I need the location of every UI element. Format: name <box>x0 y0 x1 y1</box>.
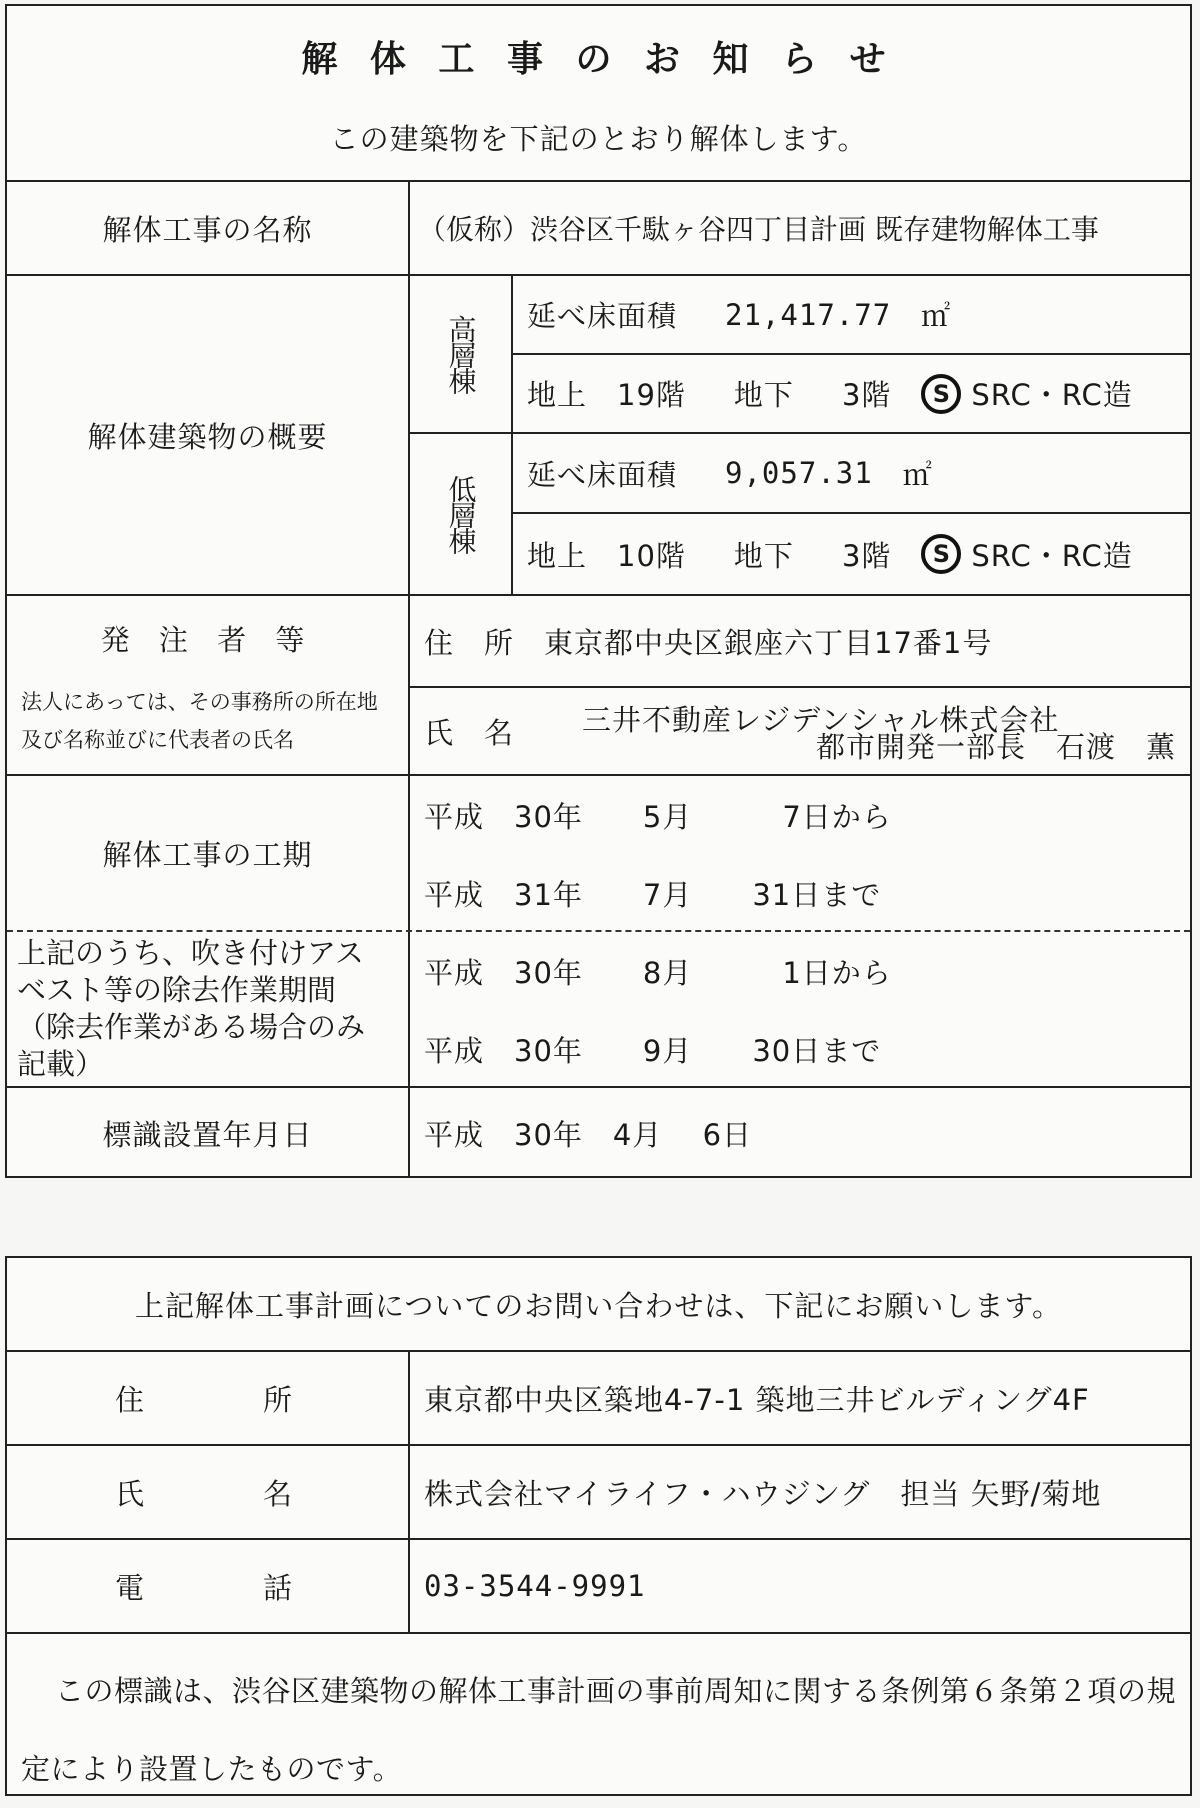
asbestos-removal-label: 上記のうち、吹き付けアスベスト等の除去作業期間（除去作業がある場合のみ記載） <box>17 936 366 1081</box>
contact-name: 株式会社マイライフ・ハウジング 担当 矢野/菊地 <box>424 1476 1102 1511</box>
demolition-notice-table <box>5 4 1192 1178</box>
construction-period-to: 平成 31年 7月 31日まで <box>424 877 882 912</box>
client-name-label: 氏 名 <box>424 715 515 750</box>
construction-period-row <box>7 776 1190 932</box>
asbestos-removal-row <box>7 932 1190 1088</box>
high-rise-above-value: 19階 <box>617 378 686 412</box>
high-rise-structure: SRC・RC造 <box>971 378 1133 412</box>
asbestos-removal-to: 平成 30年 9月 30日まで <box>424 1033 882 1068</box>
project-name-value: （仮称）渋谷区千駄ヶ谷四丁目計画 既存建物解体工事 <box>418 213 1099 246</box>
notice-title-row <box>7 6 1190 106</box>
low-rise-block <box>410 434 1190 594</box>
contact-table <box>5 1256 1192 1796</box>
contact-phone: 03-3544-9991 <box>424 1569 646 1603</box>
construction-period-label: 解体工事の工期 <box>102 837 313 872</box>
legal-footer: この標識は、渋谷区建築物の解体工事計画の事前周知に関する条例第６条第２項の規定により設置したものです。 <box>21 1674 1177 1786</box>
contact-name-row <box>7 1446 1190 1540</box>
contact-intro: 上記解体工事計画についてのお問い合わせは、下記にお願いします。 <box>134 1288 1063 1323</box>
construction-period-from: 平成 30年 5月 7日から <box>424 799 892 834</box>
client-label: 発 注 者 等 <box>100 623 315 657</box>
project-name-label-cell <box>7 182 410 274</box>
low-rise-floor-area-value: 9,057.31 <box>725 456 873 490</box>
steel-structure-mark-icon: S <box>921 534 961 574</box>
low-rise-label: 低層棟 <box>444 475 478 553</box>
notice-intro: この建築物を下記のとおり解体します。 <box>329 121 868 156</box>
client-address: 東京都中央区銀座六丁目17番1号 <box>544 625 993 660</box>
low-rise-area-unit: ㎡ <box>902 457 933 492</box>
high-rise-below-label: 地下 <box>733 378 794 412</box>
contact-address: 東京都中央区築地4-7-1 築地三井ビルディング4F <box>424 1382 1090 1417</box>
high-rise-label: 高層棟 <box>444 315 478 393</box>
high-rise-floor-area-value: 21,417.77 <box>725 297 892 332</box>
notice-title: 解 体 工 事 の お 知 ら せ <box>301 38 896 80</box>
low-rise-above-value: 10階 <box>617 538 686 573</box>
client-row <box>7 596 1190 776</box>
low-rise-floor-area-label: 延べ床面積 <box>527 457 678 492</box>
steel-structure-mark-icon: S <box>921 374 961 414</box>
high-rise-block <box>410 276 1190 434</box>
overview-row <box>7 276 1190 596</box>
sign-date-row <box>7 1088 1190 1178</box>
contact-name-label: 氏 名 <box>114 1476 300 1511</box>
sign-date-label: 標識設置年月日 <box>102 1117 313 1152</box>
contact-address-label: 住 所 <box>114 1382 300 1417</box>
contact-phone-label: 電 話 <box>114 1570 300 1605</box>
high-rise-above-label: 地上 <box>527 378 588 412</box>
high-rise-floor-area-label: 延べ床面積 <box>527 299 678 333</box>
legal-footer-row <box>7 1634 1190 1794</box>
low-rise-structure: SRC・RC造 <box>971 538 1133 573</box>
low-rise-below-label: 地下 <box>733 538 794 573</box>
low-rise-below-value: 3階 <box>841 538 892 573</box>
project-name-row <box>7 182 1190 276</box>
client-company: 三井不動産レジデンシャル株式会社 <box>582 703 1060 737</box>
client-representative: 都市開発一部長 石渡 薫 <box>815 730 1176 764</box>
low-rise-above-label: 地上 <box>527 538 588 573</box>
sign-date-value: 平成 30年 4月 6日 <box>424 1117 753 1152</box>
contact-intro-row <box>7 1258 1190 1352</box>
notice-intro-row <box>7 94 1190 182</box>
project-name-label: 解体工事の名称 <box>102 212 313 247</box>
contact-phone-row <box>7 1540 1190 1634</box>
client-address-label: 住 所 <box>424 625 515 660</box>
asbestos-removal-from: 平成 30年 8月 1日から <box>424 955 892 990</box>
high-rise-below-value: 3階 <box>841 378 892 412</box>
client-note: 法人にあっては、その事務所の所在地及び名称並びに代表者の氏名 <box>21 690 378 752</box>
overview-label: 解体建築物の概要 <box>87 419 328 454</box>
high-rise-area-unit: ㎡ <box>921 299 952 333</box>
contact-address-row <box>7 1352 1190 1446</box>
